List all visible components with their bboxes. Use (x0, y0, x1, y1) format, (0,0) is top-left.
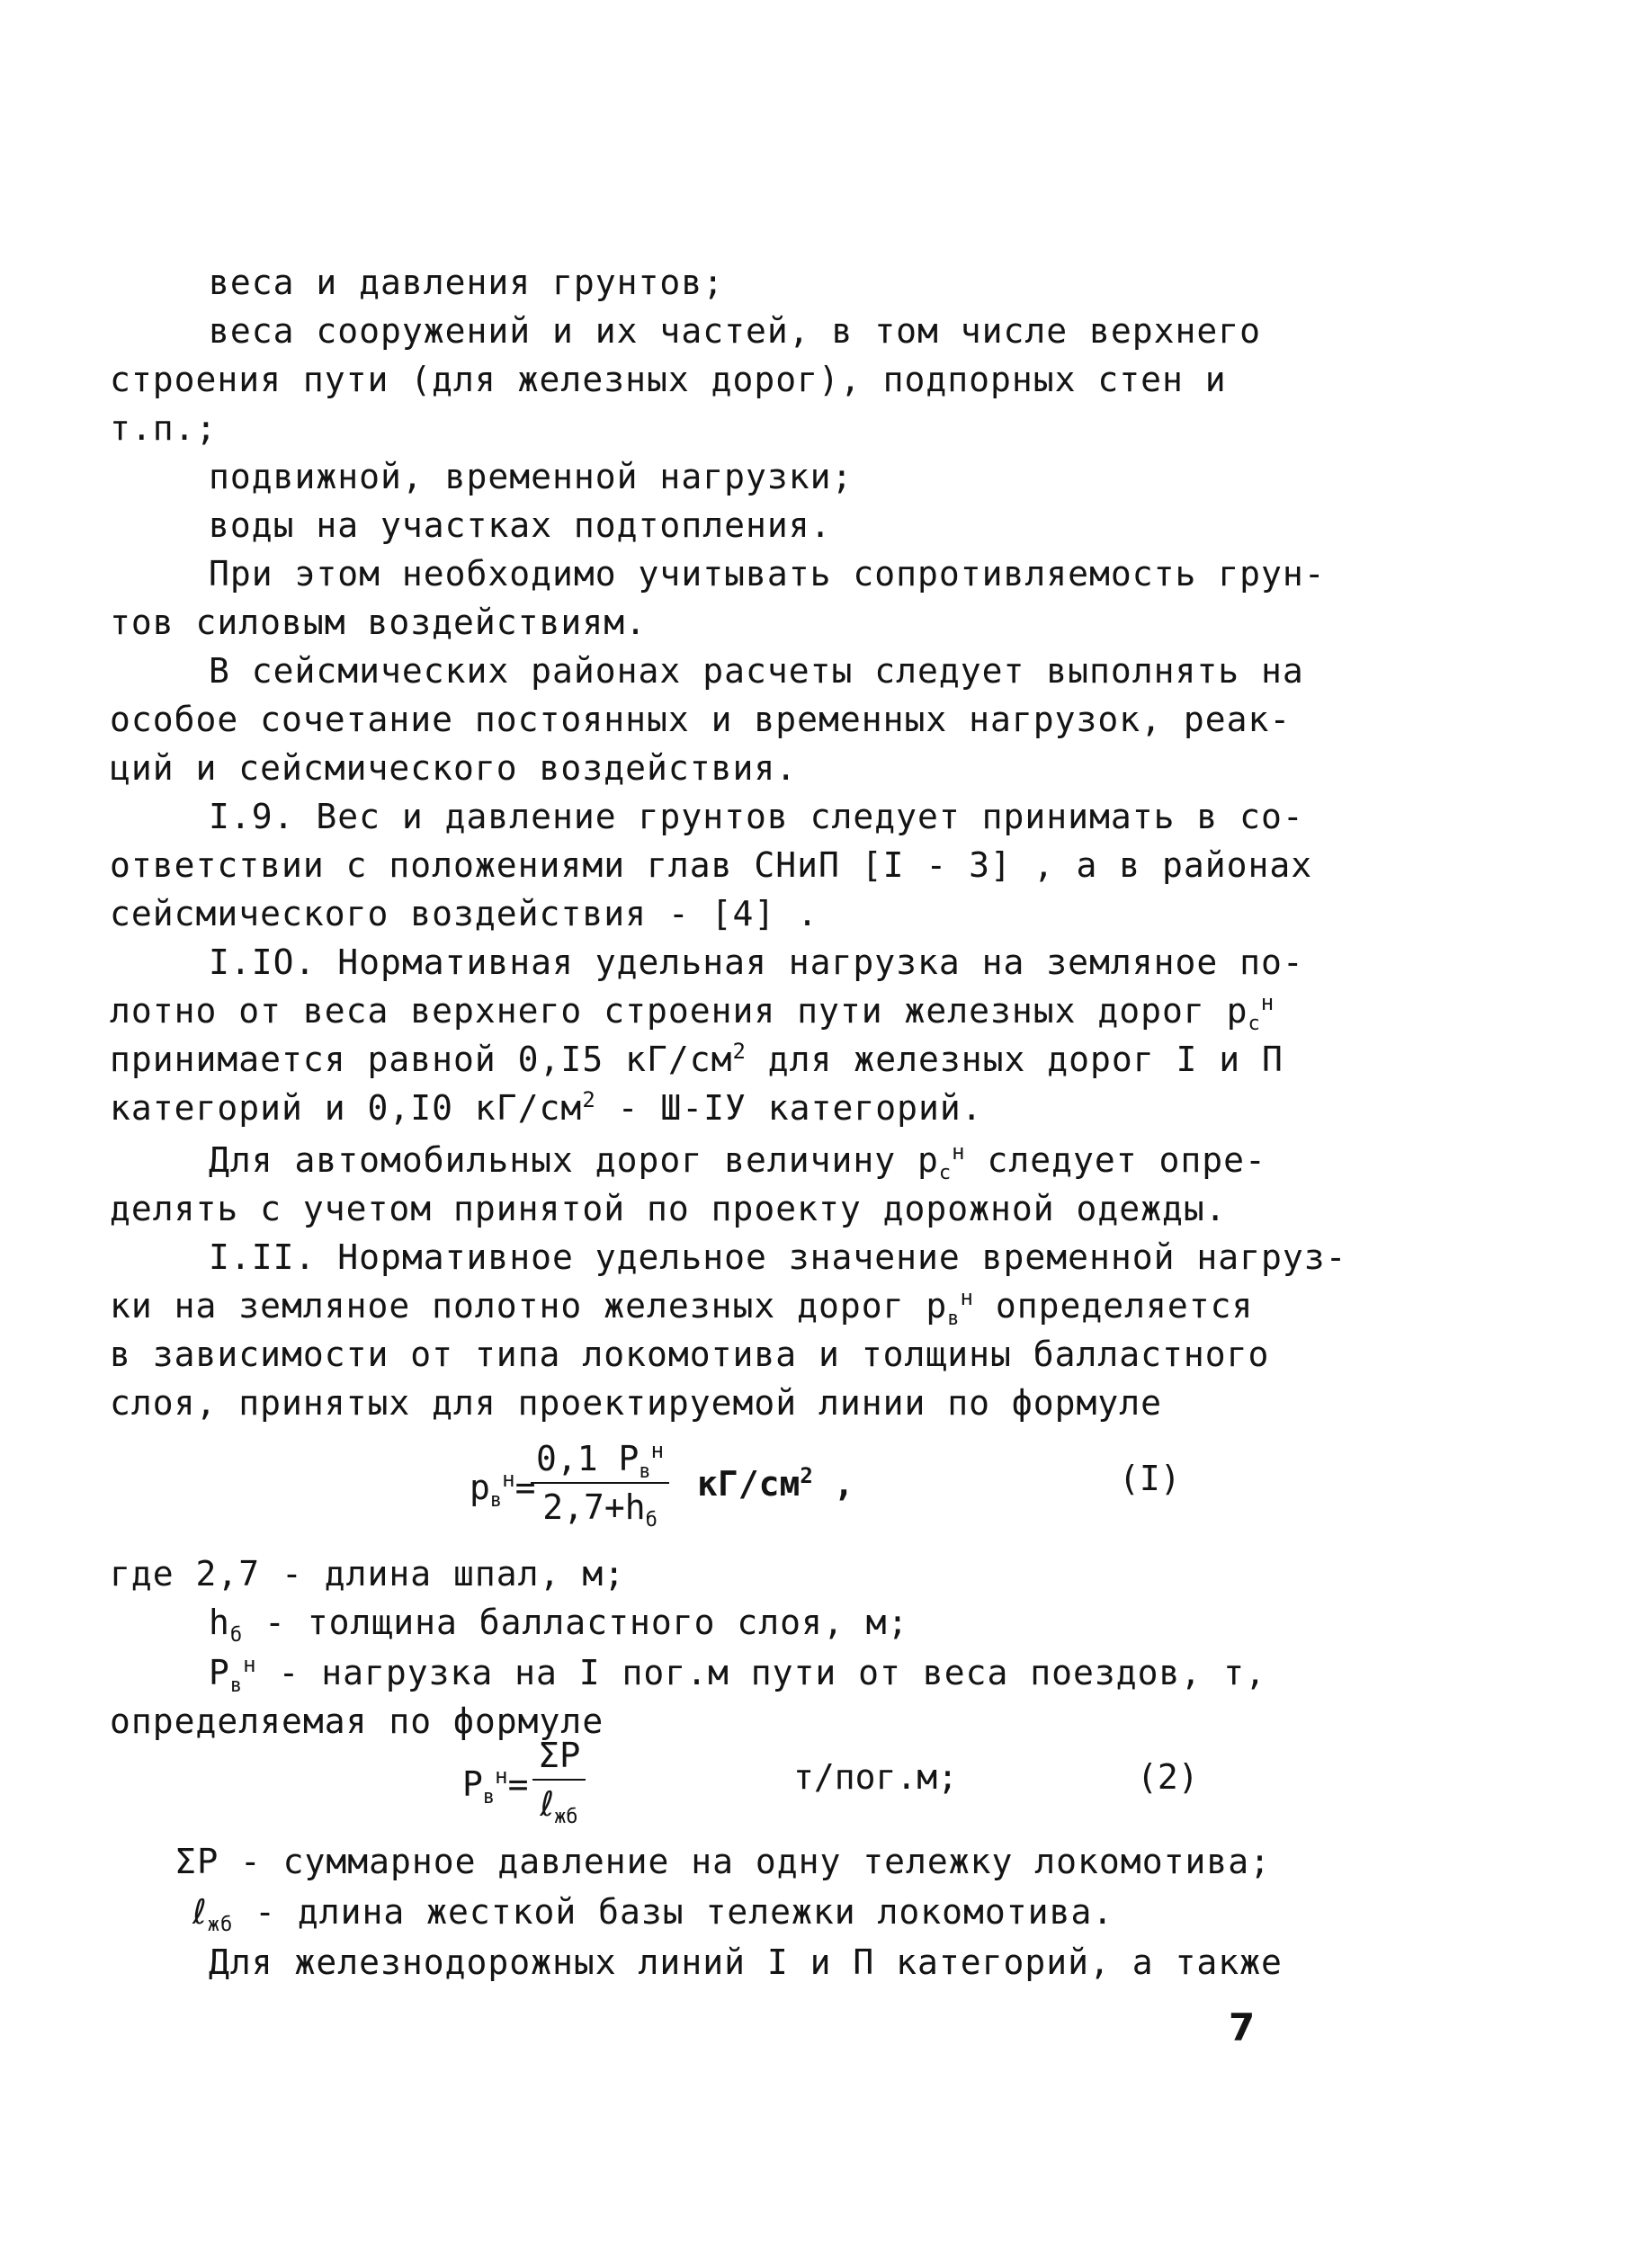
text-line: где 2,7 - длина шпал, м; (110, 1554, 626, 1594)
text-line: в зависимости от типа локомотива и толщины балластного (110, 1335, 1270, 1374)
text-line: слоя, принятых для проектируемой линии по формуле (110, 1383, 1163, 1423)
text-line: ки на земляное полотно железных дорог $p_в^н$ определяется (110, 1285, 1254, 1330)
text-line: $h_б$ - толщина балластного слоя, м; (209, 1603, 909, 1647)
formula-1-unit: $кГ/см^2$ , (697, 1463, 854, 1504)
formula-1-lhs: $p_в^н=$ (470, 1467, 536, 1512)
text-line: I.II. Нормативное удельное значение временной нагруз- (209, 1237, 1347, 1277)
text-line: ΣP - суммарное давление на одну тележку локомотива; (174, 1842, 1271, 1881)
text-line: I.IO. Нормативная удельная нагрузка на земляное по- (209, 942, 1304, 982)
text-line: $P_в^н$ - нагрузка на I пог.м пути от веса поездов, т, (209, 1652, 1266, 1697)
page-number: 7 (1229, 2005, 1256, 2049)
text-line: определяемая по формуле (110, 1701, 604, 1741)
text-line: делять с учетом принятой по проекту дорожной одежды. (110, 1189, 1227, 1228)
formula-2-unit: т/пог.м; (793, 1757, 959, 1797)
text-line: Для автомобильных дорог величину $p_с^н$ следует опре- (209, 1139, 1266, 1184)
formula-2-number: (2) (1137, 1757, 1199, 1797)
text-line: сейсмического воздействия - [4] . (110, 894, 818, 933)
formula-2-fraction: ΣP ℓ$_{жб}$ (532, 1736, 586, 1824)
formula-2-lhs: $P_в^н=$ (462, 1764, 529, 1808)
text-line: ций и сейсмического воздействия. (110, 748, 798, 788)
text-line: т.п.; (110, 408, 218, 448)
text-line: При этом необходимо учитывать сопротивляемость грун- (209, 554, 1326, 594)
text-line: веса и давления грунтов; (209, 263, 725, 302)
text-line: ответствии с положениями глав СНиП [I - 3] , а в районах (110, 845, 1313, 885)
text-line: особое сочетание постоянных и временных нагрузок, реак- (110, 700, 1292, 739)
text-line: тов силовым воздействиям. (110, 603, 647, 642)
text-line: веса сооружений и их частей, в том числе верхнего (209, 311, 1262, 351)
text-line: категорий и 0,I0 $кГ/см^2 - Ш-IУ$ категорий. (110, 1087, 983, 1128)
formula-1-fraction: 0,1 $P_в^н$ $2,7+h_б$ (531, 1439, 669, 1527)
text-line: I.9. Вес и давление грунтов следует принимать в со- (209, 797, 1304, 836)
formula-1-number: (I) (1119, 1459, 1181, 1498)
text-line: строения пути (для железных дорог), подпорных стен и (110, 360, 1227, 399)
text-line: ℓ$_{жб}$ - длина жесткой базы тележки локомотива. (192, 1892, 1114, 1936)
text-line: принимается равной 0,I5 $кГ/см^2$ для железных дорог I и П (110, 1039, 1284, 1079)
text-line: лотно от веса верхнего строения пути железных дорог $p_с^н$ (110, 990, 1275, 1035)
text-line: подвижной, временной нагрузки; (209, 457, 854, 496)
text-line: В сейсмических районах расчеты следует выполнять на (209, 651, 1304, 691)
text-line: Для железнодорожных линий I и П категорий, а также (209, 1942, 1283, 1982)
text-line: воды на участках подтопления. (209, 505, 832, 545)
